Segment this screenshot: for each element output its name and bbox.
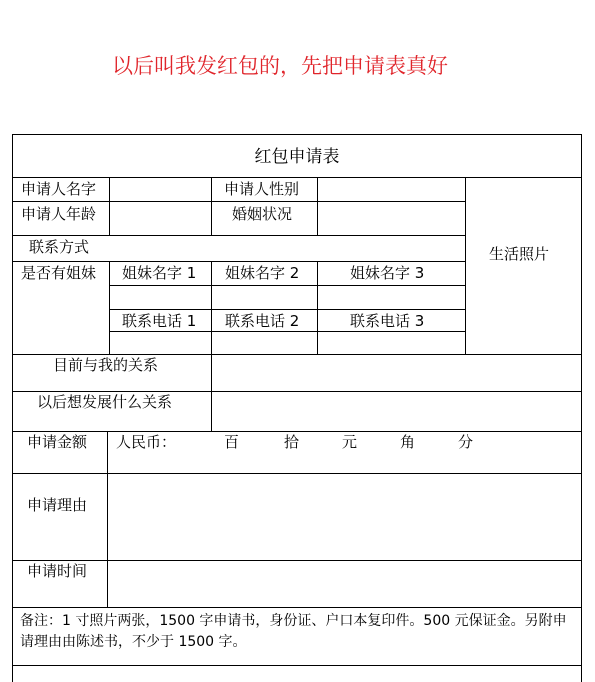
unit-yuan-label: 元 <box>342 433 358 451</box>
col-line <box>211 177 212 235</box>
sister-name-3-label: 姐妹名字 3 <box>350 264 425 282</box>
row-line <box>12 473 582 474</box>
col-line <box>109 177 110 235</box>
col-line <box>317 261 318 354</box>
row-line <box>12 261 465 262</box>
unit-hundred-label: 百 <box>224 433 240 451</box>
row-line <box>12 431 582 432</box>
contact-phone-1-label: 联系电话 1 <box>122 312 197 330</box>
col-line <box>211 261 212 354</box>
red-envelope-application-form <box>12 134 582 682</box>
unit-ten-label: 拾 <box>284 433 300 451</box>
border-right <box>581 134 582 682</box>
contact-phone-3-label: 联系电话 3 <box>350 312 425 330</box>
row-line <box>12 201 465 202</box>
row-line <box>12 607 582 608</box>
page-headline: 以后叫我发红包的，先把申请表真好 <box>112 54 448 78</box>
applicant-name-label: 申请人名字 <box>21 180 97 198</box>
future-relation-label: 以后想发展什么关系 <box>37 393 173 411</box>
currency-label: 人民币： <box>116 433 177 451</box>
has-sisters-label: 是否有姐妹 <box>21 264 97 282</box>
row-line <box>109 309 465 310</box>
border-top <box>12 134 582 135</box>
border-left <box>12 134 13 682</box>
row-line <box>12 354 582 355</box>
row-line <box>12 177 582 178</box>
time-label: 申请时间 <box>27 562 88 580</box>
row-line <box>109 285 465 286</box>
current-relation-label: 目前与我的关系 <box>53 356 159 374</box>
col-line <box>109 261 110 354</box>
col-line <box>211 354 212 431</box>
applicant-age-label: 申请人年龄 <box>21 205 97 223</box>
unit-jiao-label: 角 <box>400 433 416 451</box>
marital-status-label: 婚姻状况 <box>232 205 293 223</box>
applicant-gender-label: 申请人性别 <box>224 180 300 198</box>
row-line <box>12 560 582 561</box>
contact-method-label: 联系方式 <box>29 238 90 256</box>
row-line <box>12 235 465 236</box>
remarks-note: 备注：1 寸照片两张，1500 字申请书，身份证、户口本复印件。500 元保证金。另附申请理由由陈述书，不少于 1500 字。 <box>20 613 567 650</box>
form-title: 红包申请表 <box>254 147 340 167</box>
row-line <box>109 331 465 332</box>
row-line <box>12 391 582 392</box>
sister-name-1-label: 姐妹名字 1 <box>122 264 197 282</box>
col-line <box>317 177 318 235</box>
unit-fen-label: 分 <box>458 433 474 451</box>
reason-label: 申请理由 <box>27 496 88 514</box>
row-line <box>12 665 582 666</box>
contact-phone-2-label: 联系电话 2 <box>225 312 300 330</box>
sister-name-2-label: 姐妹名字 2 <box>225 264 300 282</box>
amount-label: 申请金额 <box>27 433 88 451</box>
col-line <box>465 177 466 354</box>
col-line <box>107 431 108 607</box>
life-photo-label: 生活照片 <box>489 245 550 263</box>
